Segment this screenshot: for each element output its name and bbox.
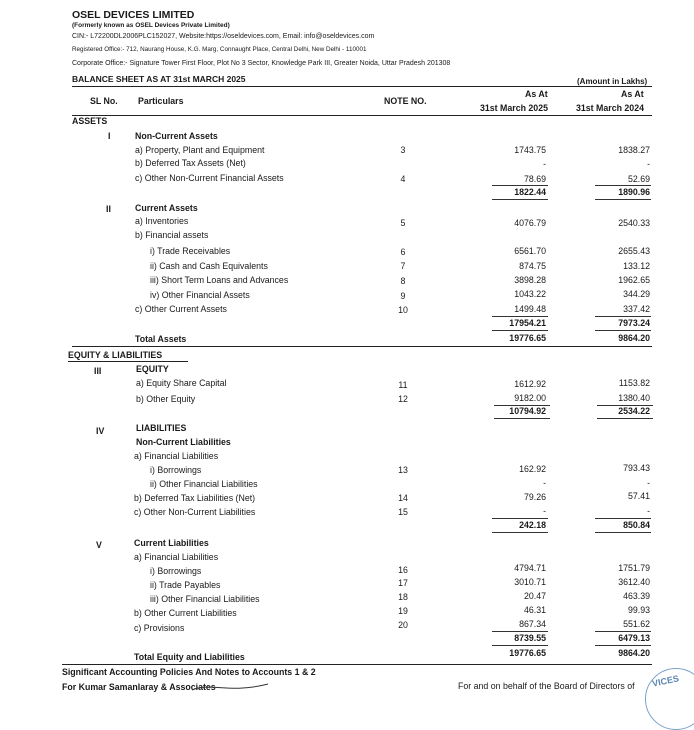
fy2024-inventories: 2540.33 [618,218,650,228]
fy2024-oca: 337.42 [623,304,650,314]
fy2025-ncl-borr: 162.92 [519,464,546,474]
roman-ii: II [106,204,111,214]
label-ppe: a) Property, Plant and Equipment [135,145,265,155]
fy2024-cl-ofl: 463.39 [623,591,650,601]
note-dtl: 14 [398,493,408,503]
company-name: OSEL DEVICES LIMITED [72,9,195,21]
fy2025-ofa: 1043.22 [514,289,546,299]
fy2024-ofa: 344.29 [623,289,650,299]
label-cl-fin: a) Financial Liabilities [134,552,219,562]
roman-iii: III [94,366,102,376]
note-cl-borr: 16 [398,565,408,575]
col-as-at-2024: As At [621,89,644,99]
note-stla: 8 [400,276,406,286]
label-prov: c) Provisions [134,623,185,633]
fy2025-cl-ofl: 20.47 [523,591,546,601]
col-sl-no: SL No. [90,96,118,106]
note-oca: 10 [398,305,408,315]
note-cl-ofl: 18 [398,592,408,602]
note-other-eq: 12 [398,394,408,404]
board-behalf-line: For and on behalf of the Board of Directors of [458,681,635,691]
fy2024-nca-total: 1890.96 [618,187,650,197]
cl-heading: Current Liabilities [134,538,209,548]
header-top-rule [72,86,652,87]
fy2025-ncl-total: 242.18 [519,520,546,530]
fy2025-eq-total: 10794.92 [509,406,546,416]
fy2024-eq-total: 2534.22 [618,406,650,416]
formerly-known: (Formerly known as OSEL Devices Private Limited) [72,22,230,29]
note-cl-tp: 17 [398,578,408,588]
fy2024-total-eq-liab: 9864.20 [618,648,650,658]
label-fin-assets: b) Financial assets [135,230,209,240]
fy2024-dta: - [647,159,650,169]
liabilities-heading: LIABILITIES [136,423,187,433]
fy2025-trade-rec: 6561.70 [514,246,546,256]
label-cl-ofl: iii) Other Financial Liabilities [150,594,260,604]
col-particulars: Particulars [138,96,184,106]
fy2025-oncl: - [543,506,546,516]
fy2024-stla: 1962.65 [618,275,650,285]
fy2024-total-assets: 9864.20 [618,333,650,343]
fy2025-total-assets: 19776.65 [509,333,546,343]
amount-unit-note: (Amount in Lakhs) [577,77,648,86]
ncl-heading: Non-Current Liabilities [136,437,231,447]
fy2024-cl-total: 6479.13 [618,633,650,643]
fy2025-oca: 1499.48 [514,304,546,314]
fy2024-ncl-borr: 793.43 [623,463,650,473]
statement-title: BALANCE SHEET AS AT 31st MARCH 2025 [72,74,246,84]
fy2025-dta: - [543,159,546,169]
fy2024-oncl: - [647,506,650,516]
col-date-2025: 31st March 2025 [480,103,548,113]
auditor-line: For Kumar Samanlaray & Associates [62,682,216,692]
fy2024-ncl-total: 850.84 [623,520,650,530]
roman-v: V [96,540,102,550]
fy2024-prov: 551.62 [623,619,650,629]
note-cash: 7 [400,261,406,271]
label-ncl-ofl: ii) Other Financial Liabilities [150,479,258,489]
fy2024-cash: 133.12 [623,261,650,271]
fy2025-stla: 3898.28 [514,275,546,285]
fy2025-dtl: 79.26 [523,492,546,502]
equity-liabilities-heading: EQUITY & LIABILITIES [68,350,163,360]
fy2025-cl-tp: 3010.71 [514,577,546,587]
col-date-2024: 31st March 2024 [576,103,644,113]
accounting-policies-note: Significant Accounting Policies And Notes to Accounts 1 & 2 [62,667,316,677]
header-bottom-rule [72,115,652,116]
roman-i: I [108,131,111,141]
fy2024-oncfa: 52.69 [627,174,650,184]
note-trade-rec: 6 [400,247,406,257]
label-trade-rec: i) Trade Receivables [150,246,231,256]
label-cl-tp: ii) Trade Payables [150,580,221,590]
fy2025-nca-total: 1822.44 [514,187,546,197]
label-ncl-fin: a) Financial Liabilities [134,451,219,461]
fy2025-ppe: 1743.75 [514,145,546,155]
fy2025-cash: 874.75 [519,261,546,271]
fy2025-other-eq: 9182.00 [514,393,546,403]
col-note-no: NOTE NO. [384,96,427,106]
fy2025-inventories: 4076.79 [514,218,546,228]
fy2025-oncfa: 78.69 [523,174,546,184]
fy2024-dtl: 57.41 [627,491,650,501]
label-share-cap: a) Equity Share Capital [136,378,227,388]
registered-office: Registered Office:- 712, Naurang House, K.G. Marg, Connaught Place, Central Delhi, New Delhi - 110001 [72,46,367,53]
label-oncl: c) Other Non-Current Liabilities [134,507,256,517]
fy2025-ca-total: 17954.21 [509,318,546,328]
label-stla: iii) Short Term Loans and Advances [150,275,289,285]
fy2024-cl-tp: 3612.40 [618,577,650,587]
label-cash: ii) Cash and Cash Equivalents [150,261,268,271]
signature-mark [190,680,270,694]
fy2024-cl-borr: 1751.79 [618,563,650,573]
fy2024-ppe: 1838.27 [618,145,650,155]
non-current-assets-heading: Non-Current Assets [135,131,218,141]
label-inventories: a) Inventories [135,216,189,226]
fy2024-ncl-ofl: - [647,478,650,488]
label-ofa: iv) Other Financial Assets [150,290,250,300]
note-ofa: 9 [400,291,406,301]
note-inventories: 5 [400,218,406,228]
assets-heading: ASSETS [72,116,108,126]
label-ocl: b) Other Current Liabilities [134,608,237,618]
label-ncl-borr: i) Borrowings [150,465,202,475]
cin-line: CIN:- L72200DL2006PLC152027, Website:https://oseldevices.com, Email: info@oseldevices.com [72,33,375,40]
note-oncfa: 4 [400,174,406,184]
fy2025-cl-total: 8739.55 [514,633,546,643]
fy2025-share-cap: 1612.92 [514,379,546,389]
fy2025-cl-borr: 4794.71 [514,563,546,573]
label-cl-borr: i) Borrowings [150,566,202,576]
note-share-cap: 11 [398,380,408,390]
label-dta: b) Deferred Tax Assets (Net) [135,158,246,168]
fy2024-share-cap: 1153.82 [618,378,650,388]
fy2024-ocl: 99.93 [627,605,650,615]
col-as-at-2025: As At [525,89,548,99]
fy2024-trade-rec: 2655.43 [618,246,650,256]
roman-iv: IV [96,426,105,436]
fy2025-total-eq-liab: 19776.65 [509,648,546,658]
fy2024-other-eq: 1380.40 [618,393,650,403]
fy2025-ncl-ofl: - [543,478,546,488]
current-assets-heading: Current Assets [135,203,198,213]
stamp-text: VICES [651,673,680,689]
label-oncfa: c) Other Non-Current Financial Assets [135,173,284,183]
note-oncl: 15 [398,507,408,517]
fy2024-ca-total: 7973.24 [618,318,650,328]
note-ocl: 19 [398,606,408,616]
label-oca: c) Other Current Assets [135,304,227,314]
total-eq-liab-label: Total Equity and Liabilities [134,652,245,662]
label-dtl: b) Deferred Tax Liabilities (Net) [134,493,256,503]
fy2025-prov: 867.34 [519,619,546,629]
fy2025-ocl: 46.31 [523,605,546,615]
equity-heading: EQUITY [136,364,169,374]
note-prov: 20 [398,620,408,630]
total-assets-label: Total Assets [135,334,187,344]
label-other-eq: b) Other Equity [136,394,196,404]
note-ppe: 3 [400,145,406,155]
corporate-office: Corporate Office:- Signature Tower First Floor, Plot No 3 Sector, Knowledge Park III, Greater Noida, Uttar Pradesh 201308 [72,60,451,67]
note-ncl-borr: 13 [398,465,408,475]
